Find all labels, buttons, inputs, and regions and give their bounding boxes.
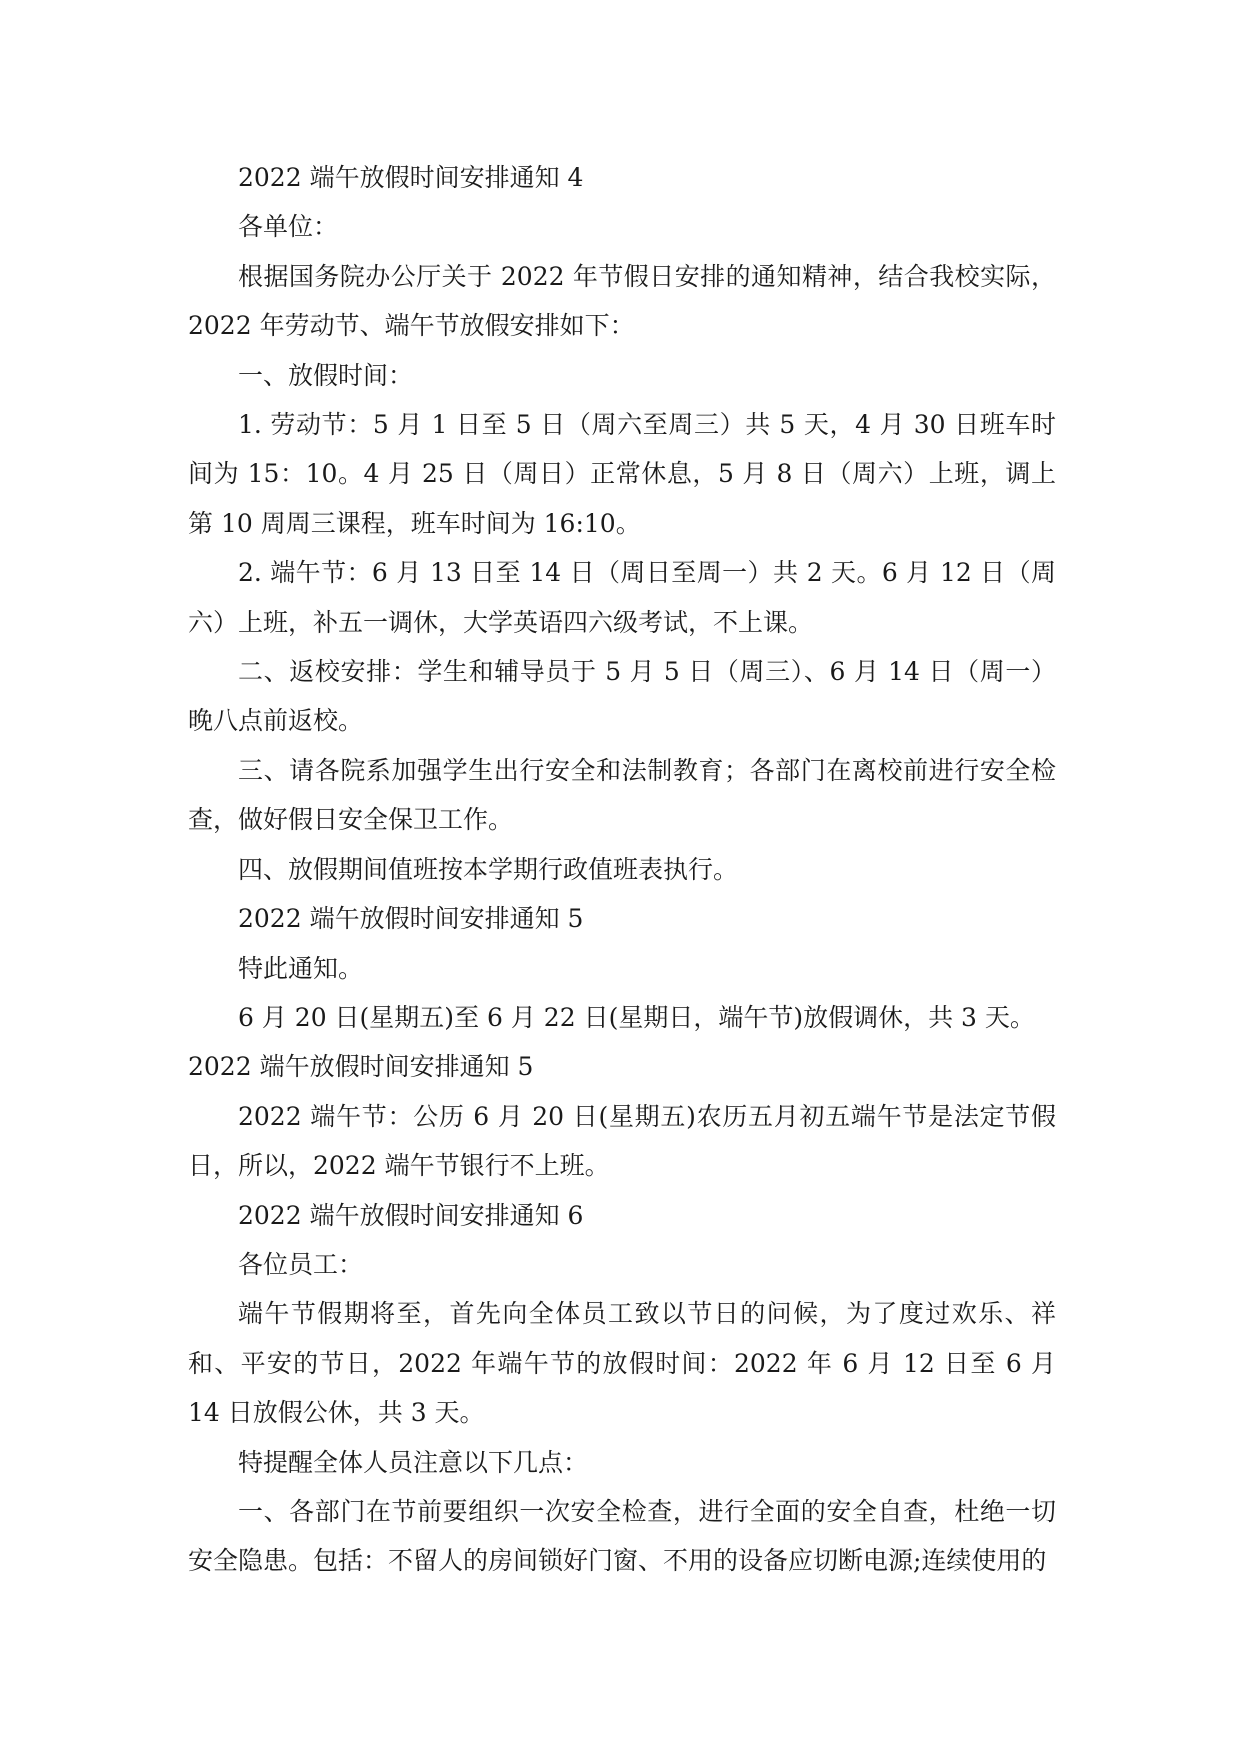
section-return-arrangement: 二、返校安排：学生和辅导员于 5 月 5 日（周三）、6 月 14 日（周一）晚八点前返校。 [188, 657, 1056, 736]
paragraph-notice-end: 特此通知。 [238, 953, 364, 983]
paragraph-reminder: 特提醒全体人员注意以下几点： [238, 1447, 589, 1477]
paragraph-greeting: 端午节假期将至，首先向全体员工致以节日的问候，为了度过欢乐、祥和、平安的节日，2022 年端午节的放假时间：2022 年 6 月 12 日至 6 月 14 日放假公休，共 3 天。 [188, 1299, 1056, 1428]
item-dragon-boat: 2. 端午节：6 月 13 日至 14 日（周日至周一）共 2 天。6 月 12 日（周六）上班，补五一调休，大学英语四六级考试，不上课。 [188, 558, 1056, 637]
salutation-units: 各单位： [238, 212, 339, 242]
heading-notice-4: 2022 端午放假时间安排通知 4 [238, 163, 584, 192]
section-holiday-time: 一、放假时间： [238, 360, 414, 390]
heading-notice-5-repeat: 2022 端午放假时间安排通知 5 [188, 1052, 534, 1082]
document-body [188, 153, 1056, 1586]
heading-notice-6: 2022 端午放假时间安排通知 6 [238, 1200, 584, 1230]
item-safety-check: 一、各部门在节前要组织一次安全检查，进行全面的安全自查，杜绝一切安全隐患。包括：不留人的房间锁好门窗、不用的设备应切断电源;连续使用的 [188, 1496, 1056, 1576]
heading-notice-5: 2022 端午放假时间安排通知 5 [238, 904, 584, 934]
section-duty: 四、放假期间值班按本学期行政值班表执行。 [238, 854, 739, 884]
paragraph-bank-closed: 2022 端午节：公历 6 月 20 日(星期五)农历五月初五端午节是法定节假日，所以，2022 端午节银行不上班。 [188, 1101, 1056, 1181]
paragraph-intro: 根据国务院办公厅关于 2022 年节假日安排的通知精神，结合我校实际，2022 年劳动节、端午节放假安排如下： [188, 261, 1056, 341]
section-safety: 三、请各院系加强学生出行安全和法制教育；各部门在离校前进行安全检查，做好假日安全保卫工作。 [188, 755, 1056, 835]
salutation-employees: 各位员工： [238, 1249, 364, 1279]
item-labor-day: 1. 劳动节：5 月 1 日至 5 日（周六至周三）共 5 天，4 月 30 日班车时间为 15：10。4 月 25 日（周日）正常休息，5 月 8 日（周六）上班，调上第 10 周周三课程，班车时间为 16:10。 [188, 410, 1056, 538]
paragraph-june-holiday: 6 月 20 日(星期五)至 6 月 22 日(星期日，端午节)放假调休，共 3 天。 [238, 1002, 1035, 1032]
